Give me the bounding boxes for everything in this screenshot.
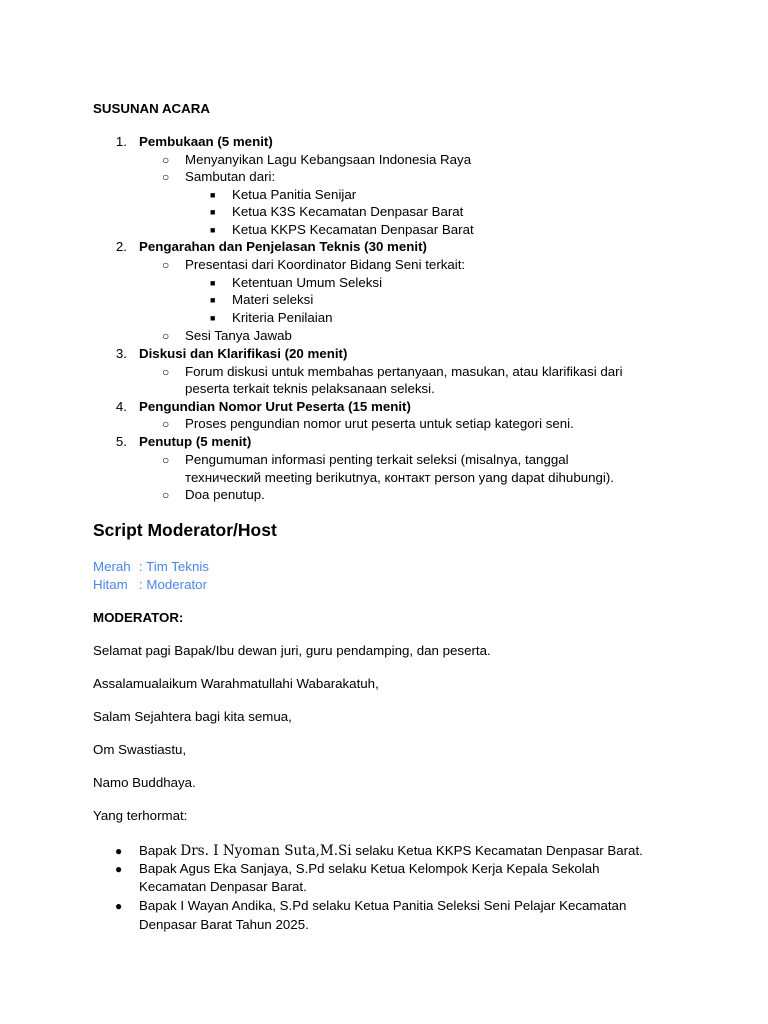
agenda-subsubitem: Ketua K3S Kecamatan Denpasar Barat: [232, 204, 464, 219]
honored-guest: [139, 842, 643, 860]
square-bullet-icon: ■: [210, 207, 216, 217]
script-line: Assalamualaikum Warahmatullahi Wabarakatuh,: [93, 676, 379, 691]
honored-suffix: selaku Ketua KKPS Kecamatan Denpasar Barat.: [351, 843, 643, 858]
dot-bullet-icon: ●: [115, 862, 123, 876]
agenda-subitem-line: Forum diskusi untuk membahas pertanyaan, masukan, atau klarifikasi dari: [185, 364, 623, 379]
agenda-subsubitem: Ketentuan Umum Seleksi: [232, 275, 383, 290]
square-bullet-icon: ■: [210, 190, 216, 200]
script-line: Salam Sejahtera bagi kita semua,: [93, 709, 292, 724]
agenda-subitem: Presentasi dari Koordinator Bidang Seni terkait:: [185, 257, 466, 272]
agenda-heading: SUSUNAN ACARA: [93, 101, 210, 116]
agenda-subsubitem: Ketua KKPS Kecamatan Denpasar Barat: [232, 222, 474, 237]
agenda-subitem: Sambutan dari:: [185, 169, 276, 184]
circle-bullet-icon: ○: [162, 170, 170, 184]
script-line: Om Swastiastu,: [93, 742, 187, 757]
agenda-number: 3.: [115, 346, 127, 361]
agenda-title: Penutup (5 menit): [139, 434, 252, 449]
agenda-title: Pengarahan dan Penjelasan Teknis (30 menit): [139, 239, 427, 254]
circle-bullet-icon: ○: [162, 453, 170, 467]
agenda-title: Pengundian Nomor Urut Peserta (15 menit): [139, 399, 411, 414]
honored-guest-line: Kecamatan Denpasar Barat.: [139, 879, 307, 894]
agenda-subsubitem: Materi seleksi: [232, 292, 314, 307]
script-line: Yang terhormat:: [93, 808, 188, 823]
role-label: MODERATOR:: [93, 610, 184, 625]
agenda-subitem: Menyanyikan Lagu Kebangsaan Indonesia Raya: [185, 152, 472, 167]
circle-bullet-icon: ○: [162, 488, 170, 502]
dot-bullet-icon: ●: [115, 899, 123, 913]
agenda-number: 2.: [115, 239, 127, 254]
agenda-subitem: Sesi Tanya Jawab: [185, 328, 292, 343]
honored-guest-line: Bapak Agus Eka Sanjaya, S.Pd selaku Ketua Kelompok Kerja Kepala Sekolah: [139, 861, 600, 876]
agenda-number: 5.: [115, 434, 127, 449]
circle-bullet-icon: ○: [162, 153, 170, 167]
agenda-subitem-line: технический meeting berikutnya, контакт person yang dapat dihubungi).: [185, 470, 614, 485]
honored-guest-line: Denpasar Barat Tahun 2025.: [139, 917, 309, 932]
circle-bullet-icon: ○: [162, 329, 170, 343]
square-bullet-icon: ■: [210, 295, 216, 305]
honored-prefix: Bapak: [139, 843, 181, 858]
script-line: Selamat pagi Bapak/Ibu dewan juri, guru pendamping, dan peserta.: [93, 643, 491, 658]
square-bullet-icon: ■: [210, 313, 216, 323]
circle-bullet-icon: ○: [162, 258, 170, 272]
agenda-subitem-line: Pengumuman informasi penting terkait seleksi (misalnya, tanggal: [185, 452, 569, 467]
agenda-subitem-line: peserta terkait teknis pelaksanaan seleksi.: [185, 381, 435, 396]
agenda-number: 1.: [115, 134, 127, 149]
agenda-number: 4.: [115, 399, 127, 414]
agenda-title: Diskusi dan Klarifikasi (20 menit): [139, 346, 348, 361]
circle-bullet-icon: ○: [162, 417, 170, 431]
circle-bullet-icon: ○: [162, 365, 170, 379]
honored-guest-line: Bapak I Wayan Andika, S.Pd selaku Ketua Panitia Seleksi Seni Pelajar Kecamatan: [139, 898, 627, 913]
script-line: Namo Buddhaya.: [93, 775, 196, 790]
legend-value: : Tim Teknis: [139, 559, 209, 574]
square-bullet-icon: ■: [210, 225, 216, 235]
dot-bullet-icon: ●: [115, 844, 123, 858]
legend-value: : Moderator: [139, 577, 207, 592]
agenda-title: Pembukaan (5 menit): [139, 134, 273, 149]
legend-label: Hitam: [93, 577, 128, 592]
agenda-subitem: Proses pengundian nomor urut peserta untuk setiap kategori seni.: [185, 416, 574, 431]
agenda-subsubitem: Ketua Panitia Senijar: [232, 187, 357, 202]
script-title: Script Moderator/Host: [93, 520, 277, 540]
agenda-subitem: Doa penutup.: [185, 487, 265, 502]
square-bullet-icon: ■: [210, 278, 216, 288]
legend-label: Merah: [93, 559, 131, 574]
agenda-subsubitem: Kriteria Penilaian: [232, 310, 333, 325]
honored-name: Drs. I Nyoman Suta,M.Si: [180, 843, 352, 859]
